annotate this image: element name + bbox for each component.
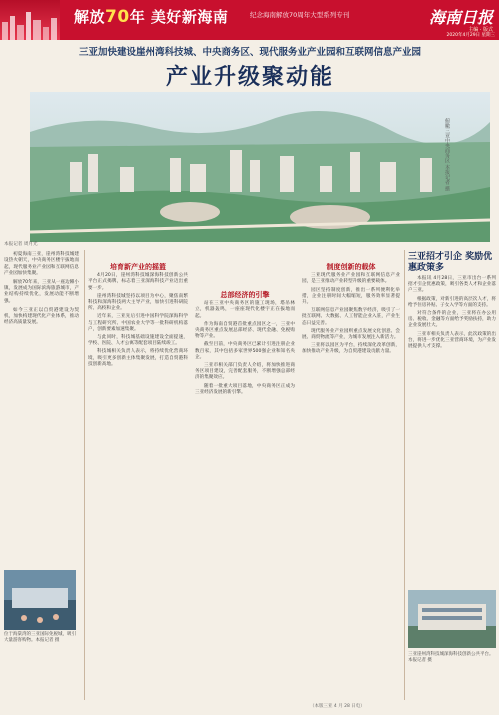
byline: 本报记者 周月光 xyxy=(4,242,38,247)
paragraph: 崖州湾科技城坚持以项目为中心，聚焦南繁科技和深海科技两大主导产业，加快引进科研院所、高校和企业。 xyxy=(88,293,188,312)
paragraph: 解放70年来，三亚从一座边陲小镇，发展成为国际滨海旅游城市，产业结构持续优化，发展动能不断增强。 xyxy=(4,280,79,304)
paragraph: 现代服务业产业园则重点发展文化创意、会展、商贸物流等产业，为城市发展注入新活力。 xyxy=(302,328,400,341)
issue-date: 2020年4月29日 星期三 xyxy=(446,33,495,38)
section-heading: 制度创新的载体 xyxy=(326,262,376,271)
article-column-2 xyxy=(195,290,295,398)
aerial-city-photo xyxy=(30,92,490,242)
paragraph: 4月20日，崖州湾科技城深海科技创新公共平台正式揭牌，标志着三亚深海科技产业迈出重要一步。 xyxy=(88,273,188,291)
skyline-graphic xyxy=(0,0,60,40)
paragraph: 三亚市相关负责人表示，此次政策的出台，将进一步优化三亚营商环境，为产业发展提供人才支撑。 xyxy=(408,331,496,350)
left-column xyxy=(4,240,79,700)
edition-label: 主编 · 版式 xyxy=(468,27,493,33)
campaign-title: 解放70年 美好新海南 xyxy=(74,7,229,27)
sidebar-headline: 三亚招才引企 奖励优惠政策多 xyxy=(408,252,493,273)
paragraph: 与此同时，科技城基础设施建设全面提速，学校、医院、人才公寓等配套项目陆续竣工。 xyxy=(88,335,188,347)
section-heading: 总部经济的引擎 xyxy=(220,290,270,299)
section-heading: 培育新产业的摇篮 xyxy=(110,262,166,271)
paragraph: 三亚将以园区为平台，持续深化改革创新，加快推动产业升级，为自贸港建设贡献力量。 xyxy=(302,343,400,355)
article-headline: 产业升级聚动能 xyxy=(165,64,334,90)
column-divider xyxy=(404,250,405,700)
paragraph: 初夏海南三亚，崖州湾科技城建设热火朝天，中央商务区楼宇拔地而起，现代服务业产业园和互联网信息产业园加快集聚。 xyxy=(4,252,79,276)
paragraph: 站在三亚中央商务区的施工现场，塔吊林立，机器轰鸣，一座座现代化楼宇正在拔地而起。 xyxy=(195,301,295,319)
sidebar-column xyxy=(408,276,496,352)
paragraph: 本报讯 4月28日，三亚市出台一系列招才引企优惠政策，吸引各类人才和企业落户三亚。 xyxy=(408,276,496,294)
photo-caption: 三亚崖州湾科技城深海科技创新公共平台。本报记者 摄 xyxy=(408,652,494,663)
photo-caption: 俯瞰三亚中央商务区 本报记者 摄 xyxy=(444,118,450,192)
campaign-subtitle: 纪念海南解放70周年大型系列专刊 xyxy=(250,11,350,19)
paragraph: 三亚市相关部门负责人介绍，将加快推进商务区项目建设，完善配套服务，不断增强总部经济的集聚效应。 xyxy=(195,363,295,381)
paragraph: 近年来，三亚先后引进中国科学院深海科学与工程研究所、中国农业大学等一批科研机构落户，创新要素加速集聚。 xyxy=(88,314,188,332)
paragraph: 随着一批重大项目落地，中央商务区正成为三亚经济发展的新引擎。 xyxy=(195,383,295,395)
article-kicker: 三亚加快建设崖州湾科技城、中央商务区、现代服务业产业园和互联网信息产业园 xyxy=(78,47,421,58)
paragraph: 作为海南自贸港首批重点园区之一，三亚中央商务区重点发展总部经济、现代金融、免税购物等产业。 xyxy=(195,321,295,340)
footer-note: （本版三亚 4 月 28 日电） xyxy=(310,704,365,709)
paragraph: 根据政策，对新引进的高层次人才，将给予住房补贴、子女入学等方面的支持。 xyxy=(408,296,496,308)
column-divider xyxy=(84,250,85,700)
article-column-3 xyxy=(302,262,400,358)
paragraph: 园区坚持制度创新，推出一系列便利化举措，企业注册时间大幅缩短，服务效率显著提升。 xyxy=(302,287,400,306)
photo-caption: 位于海棠湾的三亚国际免税城，吸引大量游客购物。本报记者 摄 xyxy=(4,632,76,643)
paragraph: 科技城相关负责人表示，将持续优化营商环境，吸引更多创新主体集聚发展，打造自贸港科技创新高地。 xyxy=(88,349,188,367)
header-banner xyxy=(0,0,499,40)
duty-free-mall-photo xyxy=(4,570,76,630)
paragraph: 如今三亚正以自贸港建设为契机，加快构建现代化产业体系，推动经济高质量发展。 xyxy=(4,307,79,326)
paragraph: 对符合条件的企业，三亚将在办公用房、税收、金融等方面给予奖励扶持，助力企业发展壮大。 xyxy=(408,311,496,329)
paragraph: 互联网信息产业园聚焦数字经济，吸引了一批互联网、大数据、人工智能企业入驻，产业生态日益完善。 xyxy=(302,308,400,326)
paragraph: 截至目前，中央商务区已累计引进注册企业数百家，其中包括多家世界500强企业和知名央企。 xyxy=(195,342,295,360)
paragraph: 三亚现代服务业产业园和互联网信息产业园，是三亚推动产业转型升级的重要载体。 xyxy=(302,273,400,285)
article-column-1 xyxy=(88,262,188,370)
science-city-photo xyxy=(408,590,496,648)
newspaper-logo: 海南日报 xyxy=(428,8,493,27)
